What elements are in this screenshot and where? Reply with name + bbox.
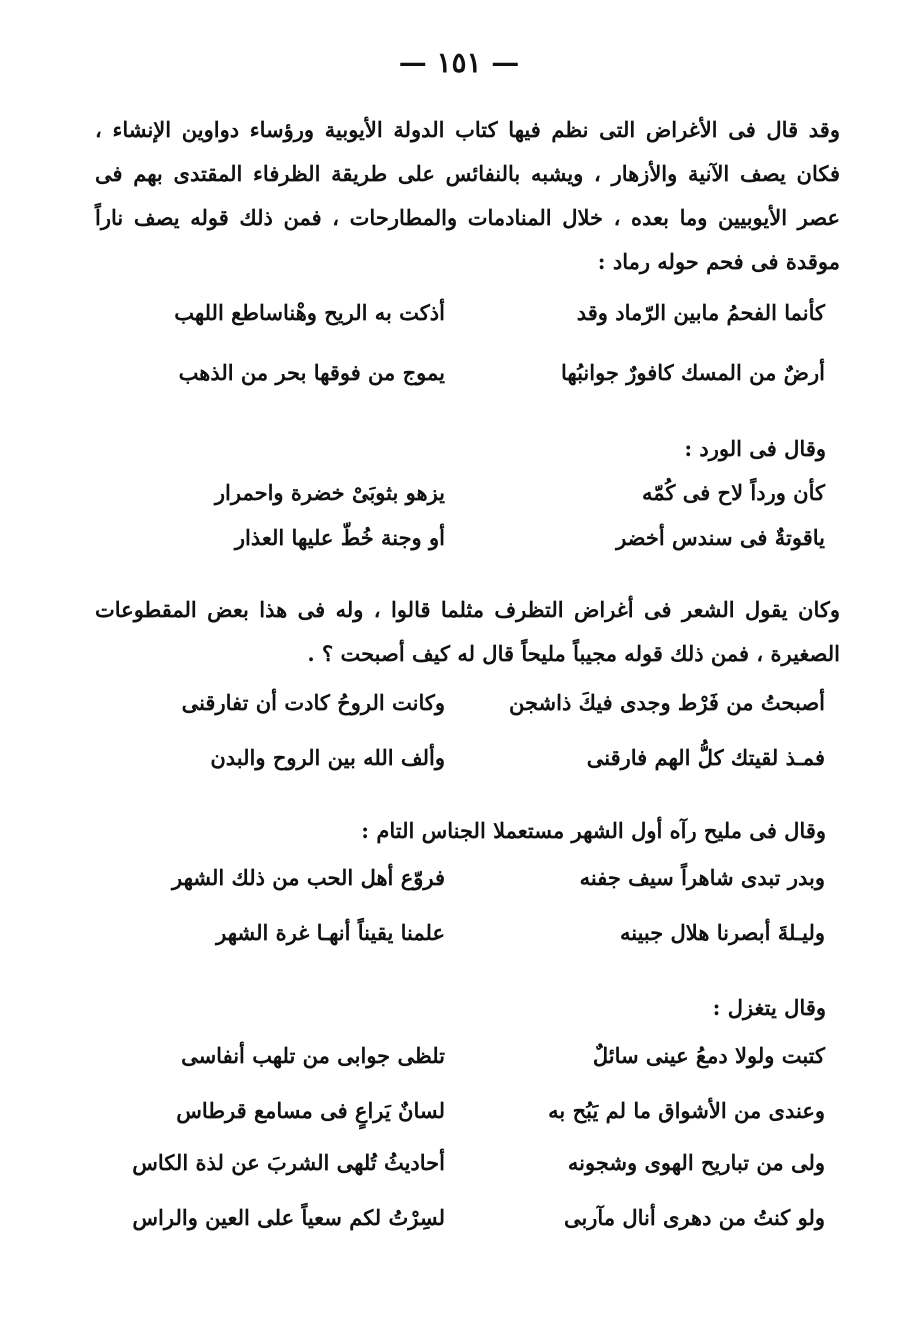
verse-second-hemistich: تلظى جوابى من تلهب أنفاسى xyxy=(181,1043,445,1068)
verse-second-hemistich: وكانت الروحُ كادت أن تفارقنى xyxy=(181,690,445,715)
verse-second-hemistich: أذكت به الريح وهْناساطع اللهب xyxy=(174,300,445,325)
poem-love-verse xyxy=(110,1043,825,1083)
verse-first-hemistich: فمـذ لقيتك كلُّ الهم فارقنى xyxy=(586,745,825,770)
verse-first-hemistich: ولى من تباريح الهوى وشجونه xyxy=(567,1150,825,1175)
verse-second-hemistich: يموج من فوقها بحر من الذهب xyxy=(178,360,445,385)
poem-crescent-verse xyxy=(110,920,825,960)
verse-first-hemistich: وعندى من الأشواق ما لم يَبُح به xyxy=(548,1098,825,1123)
verse-first-hemistich: وبدر تبدى شاهراً سيف جفنه xyxy=(579,865,825,890)
verse-second-hemistich: لسِرْتُ لكم سعياً على العين والراس xyxy=(132,1205,445,1230)
poem-morning-verse xyxy=(110,690,825,730)
paragraph-playful-poetry: وكان يقول الشعر فى أغراض التظرف مثلما قالوا ، وله فى هذا بعض المقطوعات الصغيرة ، فمن ذلك قوله مجيباً مليحاً قال له كيف أصبحت ؟ . xyxy=(95,597,840,666)
poem-crescent-verse xyxy=(110,865,825,905)
verse-second-hemistich: أحاديثُ تُلهى الشربَ عن لذة الكاس xyxy=(132,1150,445,1175)
poem-love-verse xyxy=(110,1150,825,1190)
verse-second-hemistich: أو وجنة خُطّ عليها العذار xyxy=(234,525,445,550)
poem-rose-verse xyxy=(110,525,825,565)
page-number: — ١٥١ — xyxy=(398,46,520,79)
poem-love-verse xyxy=(110,1098,825,1138)
poem-fire-verse xyxy=(110,300,825,340)
verse-first-hemistich: ولو كنتُ من دهرى أنال مآربى xyxy=(563,1205,825,1230)
poem-morning-verse xyxy=(110,745,825,785)
verse-second-hemistich: علمنا يقيناً أنهـا غرة الشهر xyxy=(216,920,445,945)
verse-second-hemistich: وألف الله بين الروح والبدن xyxy=(210,745,445,770)
verse-first-hemistich: أصبحتُ من فَرْط وجدى فيكَ ذاشجن xyxy=(509,690,825,715)
verse-first-hemistich: وليـلةَ أبصرنا هلال جبينه xyxy=(619,920,825,945)
verse-first-hemistich: أرضٌ من المسك كافورٌ جوانبُها xyxy=(561,360,825,385)
poem-rose-verse xyxy=(110,480,825,520)
verse-first-hemistich: كأن ورداً لاح فى كُمّه xyxy=(641,480,825,505)
poem-love-verse xyxy=(110,1205,825,1245)
verse-second-hemistich: لسانٌ يَراعٍ فى مسامع قرطاس xyxy=(176,1098,445,1123)
love-poem-intro: وقال يتغزل : xyxy=(712,995,826,1020)
verse-second-hemistich: يزهو بثوبَىْ خضرة واحمرار xyxy=(214,480,445,505)
paragraph-intro: وقد قال فى الأغراض التى نظم فيها كتاب الدولة الأيوبية ورؤساء دواوين الإنشاء ، فكان يصف الآنية والأزهار ، ويشبه بالنفائس على طريقة الظرفاء المقتدى بهم فى عصر الأيوبيين وما بعده ، خلال المنادمات والمطارحات ، فمن ذلك قوله يصف ناراً موقدة فى فحم حوله رماد : xyxy=(95,117,840,274)
poem-fire-verse xyxy=(110,360,825,400)
crescent-poem-intro: وقال فى مليح رآه أول الشهر مستعملا الجناس التام : xyxy=(361,818,826,843)
verse-first-hemistich: ياقوتةٌ فى سندس أخضر xyxy=(616,525,825,550)
verse-first-hemistich: كأنما الفحمُ مابين الرّماد وقد xyxy=(576,300,825,325)
verse-first-hemistich: كتبت ولولا دمعُ عينى سائلٌ xyxy=(592,1043,825,1068)
verse-second-hemistich: فروّع أهل الحب من ذلك الشهر xyxy=(172,865,445,890)
rose-poem-intro: وقال فى الورد : xyxy=(684,436,826,461)
